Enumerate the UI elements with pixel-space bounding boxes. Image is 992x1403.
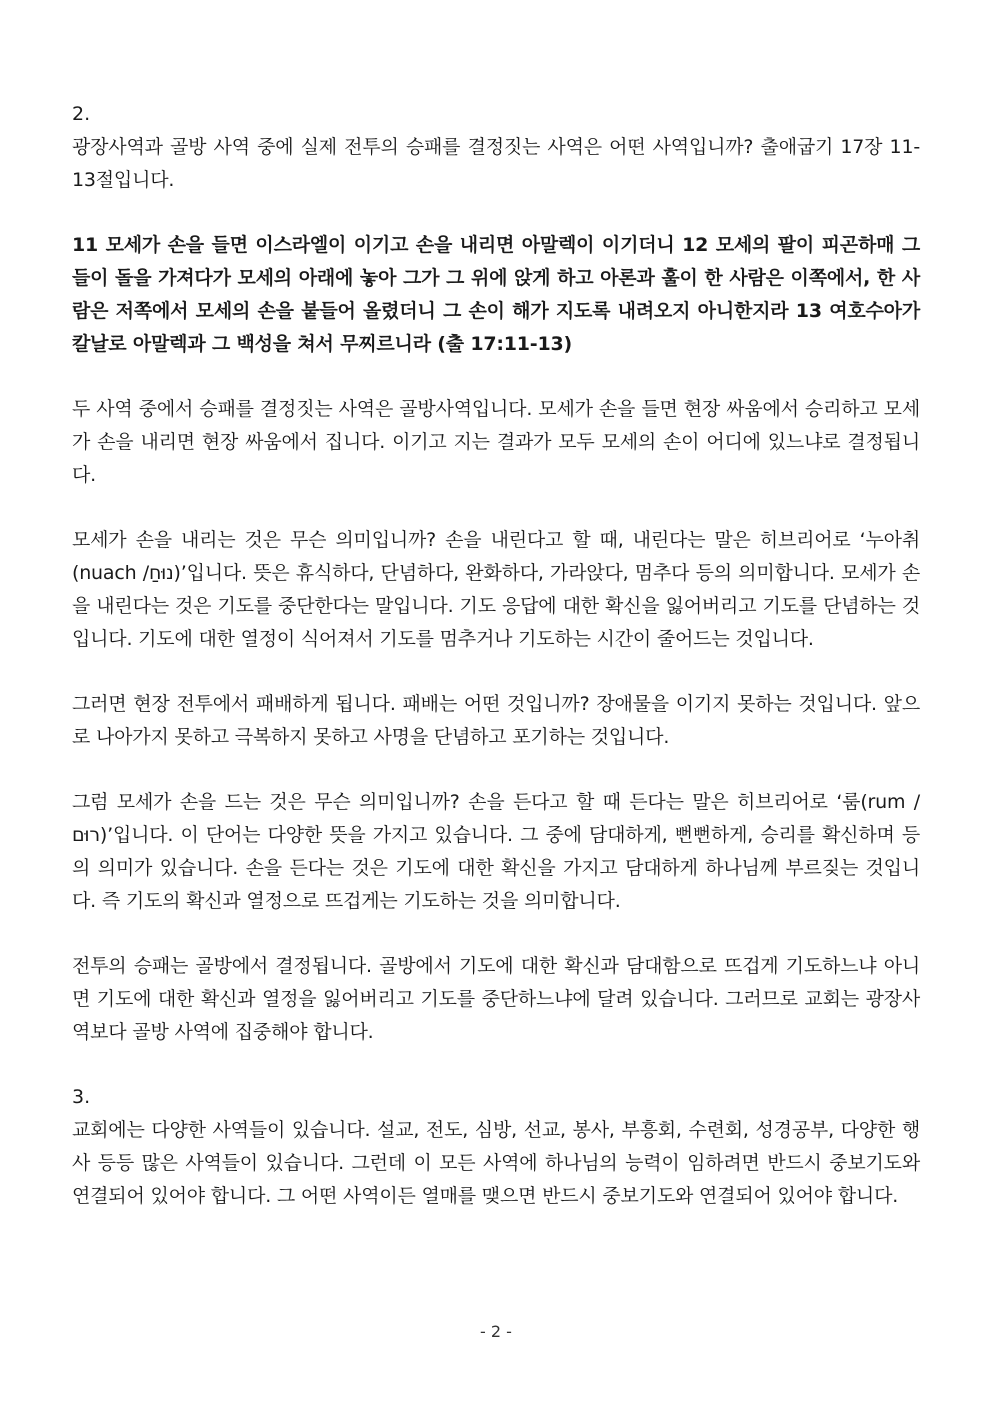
spacer [72,1049,920,1081]
section-3-text: 교회에는 다양한 사역들이 있습니다. 설교, 전도, 심방, 선교, 봉사, 부흥회, 수련회, 성경공부, 다양한 행사 등등 많은 사역들이 있습니다. 그런데 이 모든 사역에 하나님의 능력이 임하려면 반드시 중보기도와 연결되어 있어야 합니다. 그 어떤 사역이든 열매를 맺으면 반드시 중보기도와 연결되어 있어야 합니다. [72,1119,920,1207]
document-body [72,98,920,1213]
section-3-number: 3. [72,1086,91,1108]
spacer [72,656,920,688]
paragraph-4: 그럼 모세가 손을 드는 것은 무슨 의미입니까? 손을 든다고 할 때 든다는 말은 히브리어로 ‘룸(rum / רוּם)’입니다. 이 단어는 다양한 뜻을 가지고 있습니다. 그 중에 담대하게, 뻔뻔하게, 승리를 확신하며 등의 의미가 있습니다. 손을 든다는 것은 기도에 대한 확신을 가지고 담대하게 하나님께 부르짖는 것입니다. 즉 기도의 확신과 열정으로 뜨겁게는 기도하는 것을 의미합니다. [72,791,920,912]
spacer [72,197,920,229]
paragraph-3: 그러면 현장 전투에서 패배하게 됩니다. 패배는 어떤 것입니까? 장애물을 이기지 못하는 것입니다. 앞으로 나아가지 못하고 극복하지 못하고 사명을 단념하고 포기하는 것입니다. [72,693,920,748]
spacer [72,492,920,524]
page-number: - 2 - [480,1322,512,1341]
spacer [72,918,920,950]
paragraph-2: 모세가 손을 내리는 것은 무슨 의미입니까? 손을 내린다고 할 때, 내린다는 말은 히브리어로 ‘누아취(nuach /נוּחַ)’입니다. 뜻은 휴식하다, 단념하다, 완화하다, 가라앉다, 멈추다 등의 의미합니다. 모세가 손을 내린다는 것은 기도를 중단한다는 말입니다. 기도 응답에 대한 확신을 잃어버리고 기도를 단념하는 것입니다. 기도에 대한 열정이 식어져서 기도를 멈추거나 기도하는 시간이 줄어드는 것입니다. [72,529,920,650]
spacer [72,754,920,786]
section-2-number: 2. [72,103,91,125]
scripture-quote: 11 모세가 손을 들면 이스라엘이 이기고 손을 내리면 아말렉이 이기더니 12 모세의 팔이 피곤하매 그들이 돌을 가져다가 모세의 아래에 놓아 그가 그 위에 앉게 하고 아론과 훌이 한 사람은 이쪽에서, 한 사람은 저쪽에서 모세의 손을 붙들어 올렸더니 그 손이 해가 지도록 내려오지 아니한지라 13 여호수아가 칼날로 아말렉과 그 백성을 쳐서 무찌르니라 (출 17:11-13) [72,234,920,355]
section-2-intro: 광장사역과 골방 사역 중에 실제 전투의 승패를 결정짓는 사역은 어떤 사역입니까? 출애굽기 17장 11-13절입니다. [72,136,920,191]
paragraph-5: 전투의 승패는 골방에서 결정됩니다. 골방에서 기도에 대한 확신과 담대함으로 뜨겁게 기도하느냐 아니면 기도에 대한 확신과 열정을 잃어버리고 기도를 중단하느냐에 달려 있습니다. 그러므로 교회는 광장사역보다 골방 사역에 집중해야 합니다. [72,955,920,1043]
paragraph-1: 두 사역 중에서 승패를 결정짓는 사역은 골방사역입니다. 모세가 손을 들면 현장 싸움에서 승리하고 모세가 손을 내리면 현장 싸움에서 집니다. 이기고 지는 결과가 모두 모세의 손이 어디에 있느냐로 결정됩니다. [72,398,920,486]
spacer [72,361,920,393]
